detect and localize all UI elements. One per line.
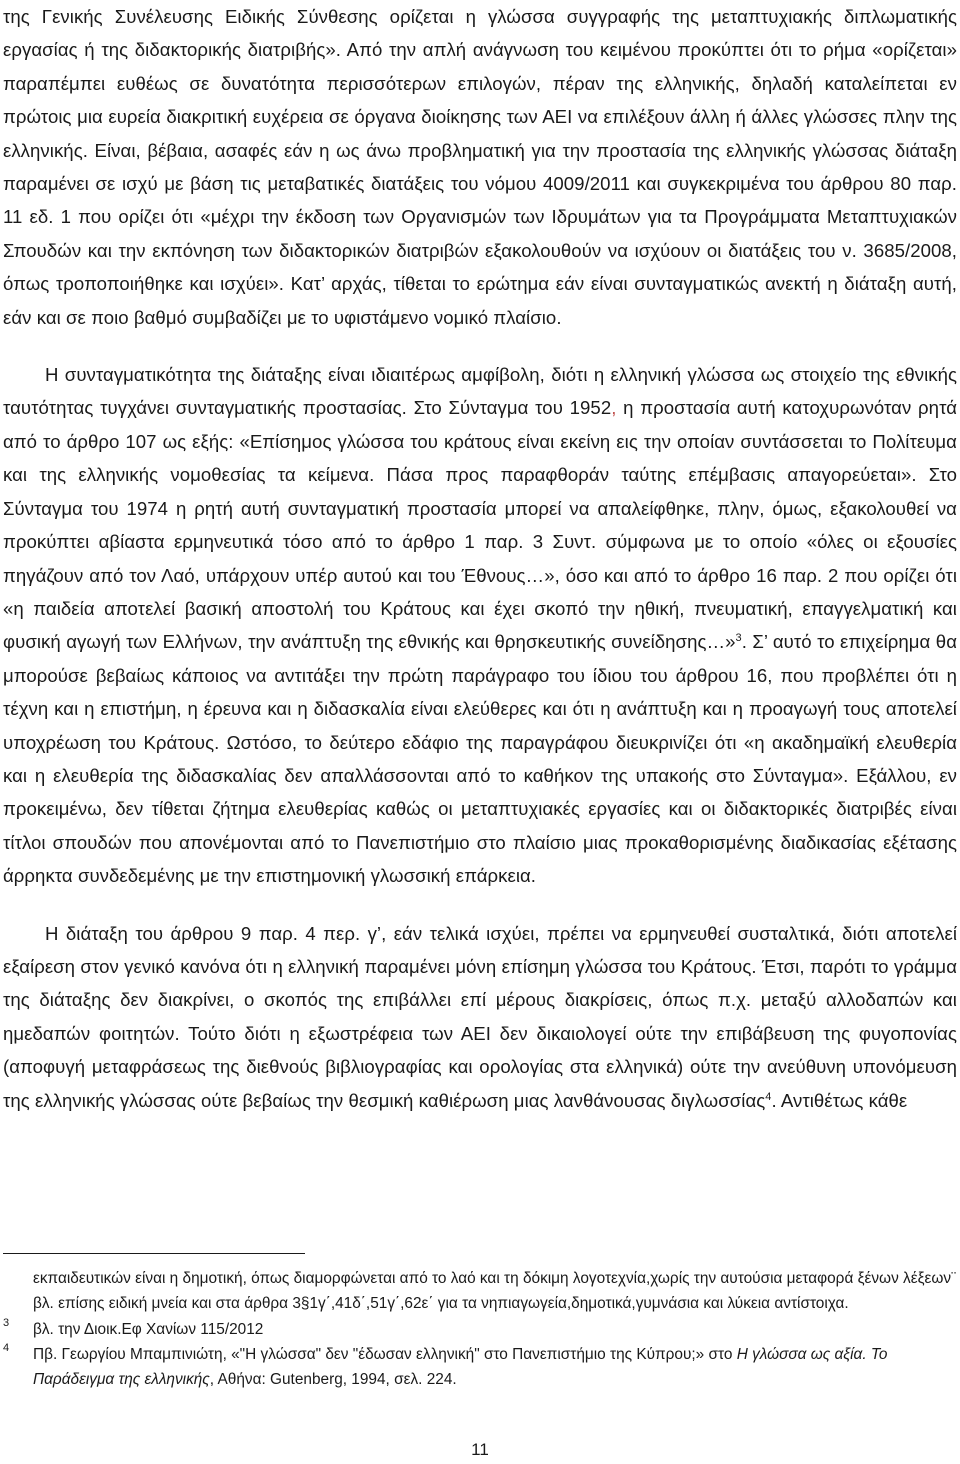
footnote-3-text: βλ. την Διοικ.Εφ Χανίων 115/2012: [33, 1320, 264, 1338]
paragraph-1-text: της Γενικής Συνέλευσης Ειδικής Σύνθεσης ορίζεται η γλώσσα συγγραφής της μεταπτυχιακής διπλωματικής εργασίας ή της διδακτορικής διατριβής». Από την απλή ανάγνωση του κειμένου προκύπτει ότι το ρήμα «ορίζεται» παραπέμπει ευθέως σε δυνατότητα περισσότερων επιλογών, πέραν της ελληνικής, δηλαδή καταλείπεται εν πρώτοις μια ευρεία διακριτική ευχέρεια σε όργανα διοίκησης των ΑΕΙ να επιλέξουν άλλη ή άλλες γλώσσες πλην της ελληνικής. Είναι, βέβαια, ασαφές εάν η ως άνω προβληματική για την προστασία της ελληνικής γλώσσας διάταξη παραμένει σε ισχύ με βάση τις μεταβατικές διατάξεις του νόμου 4009/2011 και συγκεκριμένα του άρθρου 80 παρ. 11 εδ. 1 που ορίζει ότι «μέχρι την έκδοση των Οργανισμών των Ιδρυμάτων για τα Προγράμματα Μεταπτυχιακών Σπουδών και την εκπόνηση των διδακτορικών διατριβών εξακολουθούν να ισχύουν οι διατάξεις του ν. 3685/2008, όπως τροποποιήθηκε και ισχύει». Κατ’ αρχάς, τίθεται το ερώτημα εάν είναι συνταγματικώς ανεκτή η διάταξη αυτή, εάν και σε ποιο βαθμό συμβαδίζει με το υφιστάμενο νομικό πλαίσιο.: [3, 6, 957, 328]
body-text: [3, 0, 957, 1117]
footnote-4-number: 4: [3, 1341, 10, 1354]
paragraph-1: [3, 0, 957, 334]
paragraph-3-text-start: Η διάταξη του άρθρου 9 παρ. 4 περ. γ’, εάν τελικά ισχύει, πρέπει να ερμηνευθεί συσταλτικά, διότι αποτελεί εξαίρεση στον γενικό κανόνα ότι η ελληνική παραμένει μόνη επίσημη γλώσσα του Κράτους. Έτσι, παρότι το γράμμα της διάταξης δεν διακρίνει, ο σκοπός της επιβάλλει επί μέρους διακρίσεις, όπως π.χ. μεταξύ αλλοδαπών και ημεδαπών φοιτητών. Τούτο διότι η εξωστρέφεια των ΑΕΙ δεν δικαιολογεί ούτε την επιβάβευση της φυγοπονίας (αποφυγή μεταφράσεως της διεθνούς βιβλιογραφίας και ορολογίας στα ελληνικά) ούτε την ανεύθυνη υπονόμευση της ελληνικής γλώσσας ούτε βεβαίως την θεσμική καθιέρωση μιας λανθάνουσας διγλωσσίας: [3, 922, 957, 1111]
footnote-4-text-b: , Αθήνα: Gutenberg, 1994, σελ. 224.: [209, 1371, 457, 1389]
footnote-4: [3, 1342, 957, 1393]
footnote-4-title: Η γλώσσα ως αξία. Το Παράδειγμα της ελληνικής: [33, 1345, 888, 1389]
footnote-3: [3, 1317, 957, 1342]
footnote-ref-4[interactable]: 4: [765, 1090, 772, 1103]
paragraph-3-text-end: . Αντιθέτως κάθε: [771, 1089, 908, 1111]
footnote-separator: [3, 1253, 305, 1254]
paragraph-2-text-mid: η προστασία αυτή κατοχυρωνόταν ρητά από το άρθρο 107 ως εξής: «Επίσημος γλώσσα του κράτους είναι εκείνη εις την οποίαν συντάσσεται το Πολίτευμα και της ελληνικής νομοθεσίας τα κείμενα. Πάσα προς παραφθοράν ταύτης επέμβασις απαγορεύεται». Στο Σύνταγμα του 1974 η ρητή αυτή συνταγματική προστασία μπορεί να απαλείφθηκε, πλην, όμως, εξακολουθεί να προκύπτει αβίαστα ερμηνευτικά τόσο από το άρθρο 1 παρ. 3 Συντ. σύμφωνα με το οποίο «όλες οι εξουσίες πηγάζουν από τον Λαό, υπάρχουν υπέρ αυτού και του Έθνους…», όσο και από το άρθρο 16 παρ. 2 που ορίζει ότι «η παιδεία αποτελεί βασική αποστολή του Κράτους και έχει σκοπό την ηθική, πνευματική, επαγγελματική και φυσική αγωγή των Ελλήνων, την ανάπτυξη της εθνικής και θρησκευτικής συνείδησης…»: [3, 397, 957, 653]
footnotes: [3, 1266, 957, 1392]
paragraph-2-text-end: . Σ’ αυτό το επιχείρημα θα μπορούσε βεβαίως κάποιος να αντιτάξει την πρώτη παράγραφο του ίδιου του άρθρου 16, που προβλέπει ότι η τέχνη και η επιστήμη, η έρευνα και η διδασκαλία είναι ελεύθερες και ότι η ανάπτυξη και η προαγωγή τους αποτελεί υποχρέωση του Κράτους. Ωστόσο, το δεύτερο εδάφιο της παραγράφου διευκρινίζει ότι «η ακαδημαϊκή ελευθερία και η ελευθερία της διδασκαλίας δεν απαλλάσσονται από το καθήκον της υπακοής στο Σύνταγμα». Εξάλλου, εν προκειμένω, δεν τίθεται ζήτημα ελευθερίας καθώς οι μεταπτυχιακές εργασίες και οι διδακτορικές διατριβές είναι τίτλοι σπουδών που απονέμονται από το Πανεπιστήμιο στο πλαίσιο μιας προκαθορισμένης διαδικασίας εξέτασης άρρηκτα συνδεδεμένης με την επιστημονική γλωσσική επάρκεια.: [3, 631, 957, 887]
paragraph-3: [3, 917, 957, 1117]
page-number: 11: [471, 1440, 489, 1459]
paragraph-2-text-start: Η συνταγματικότητα της διάταξης είναι ιδιαιτέρως αμφίβολη, διότι η ελληνική γλώσσα ως στοιχείο της εθνικής ταυτότητας τυγχάνει συνταγματικής προστασίας. Στο Σύνταγμα του 1952: [3, 364, 957, 419]
paragraph-2-highlighted-comma: ,: [611, 397, 617, 419]
footnote-continued: εκπαιδευτικών είναι η δημοτική, όπως διαμορφώνεται από το λαό και τη δόκιμη λογοτεχνία,χωρίς την αυτούσια μεταφορά ξένων λέξεων¨ βλ. επίσης ειδική μνεία και στα άρθρα 3§1γ΄,41δ΄,51γ΄,62ε΄ για τα νηπιαγωγεία,δημοτικά,γυμνάσια και λύκεια αντίστοιχα.: [33, 1270, 957, 1313]
paragraph-2: [3, 358, 957, 893]
footnote-4-text-a: Πβ. Γεωργίου Μπαμπινιώτη, «"Η γλώσσα" δεν "έδωσαν ελληνική" στο Πανεπιστήμιο της Κύπρου;» στο: [33, 1345, 737, 1363]
footnote-ref-3[interactable]: 3: [735, 632, 742, 645]
footnote-3-number: 3: [3, 1316, 10, 1329]
